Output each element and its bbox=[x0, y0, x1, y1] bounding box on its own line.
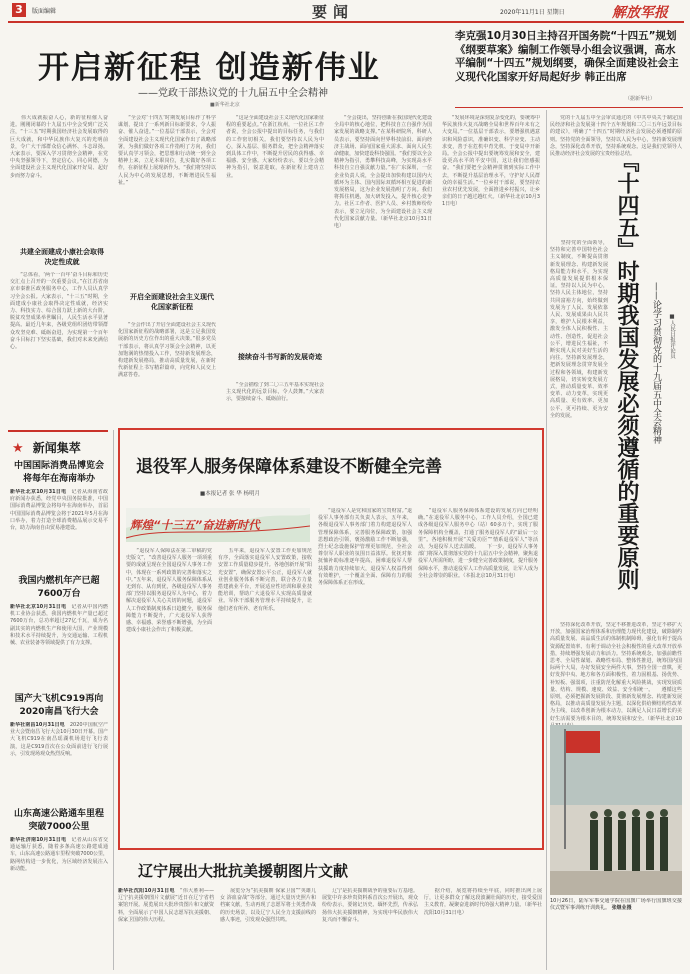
commentary-subhead: ——论学习贯彻党的十九届五中全会精神 bbox=[651, 282, 661, 444]
col-divider bbox=[113, 430, 114, 970]
paper-logo: 解放军报 bbox=[612, 5, 668, 21]
veterans-byline: ■本报记者 张 华 杨明月 bbox=[200, 491, 260, 497]
liaoning-headline: 辽宁展出大批抗美援朝图片文献 bbox=[138, 862, 349, 880]
caption-text: 10月26日，陆军军事交通学院在国旗广场举行国旗班交接仪式暨军事训练开训典礼。 bbox=[550, 898, 682, 912]
section-label: 版面编辑 bbox=[32, 8, 57, 15]
list-item bbox=[10, 460, 108, 575]
right-top-news bbox=[455, 30, 680, 92]
liaoning-col-1: 新华社沈阳10月31日电 “伟大胜利——辽宁抗美援朝图片文献展”近日在辽宁省档案馆开展。展览展出大批珍贵图片和文献资料，全面展示了中国人民志愿军抗美援朝、保家卫国的伟大历程。 bbox=[118, 888, 214, 923]
page-number: 3 bbox=[12, 3, 26, 17]
section-title: 要闻 bbox=[312, 3, 355, 21]
liaoning-col-2: 展览分为“抗美援朝 保家卫国”“英雄儿女 浴血奋战”等部分，通过大量历史照片和档案文献，生动再现了志愿军将士英勇作战的历史场景，以及辽宁人民全力支援前线的感人事迹，引发观众强烈共鸣。 bbox=[220, 888, 316, 923]
veterans-col-4: “退役军人服务保障体系建设的发展方向已经明确。”在退役军人服务中心，工作人员介绍，全国已建成各级退役军人服务中心（站）60多万个，实现了服务保障机构全覆盖，打通了服务退役军人的“最后一公里”。各地积极开展“关爱功臣”“情系退役军人”等活动，为退役军人送去温暖。 下一步，退役军人事务部门将深入贯彻落实党的十九届五中全会精神，聚焦退役军人所需所盼，进一步健全完善政策制度，提升服务保障水平，推动退役军人工作高质量发展，让军人成为全社会尊崇的职业。（本报北京10月31日电） bbox=[418, 508, 538, 579]
banner-text: 辉煌“十三五”奋进新时代 bbox=[130, 518, 260, 532]
issue-date bbox=[500, 7, 565, 16]
lead-sub2: 开启全面建设社会主义现代化国家新征程 bbox=[130, 293, 214, 311]
banner-graphic bbox=[126, 508, 310, 542]
list-item bbox=[10, 808, 108, 908]
right-top-credit: （据新华社） bbox=[625, 96, 656, 102]
lead-subhead: ——党政干部热议党的十九届五中全会精神 bbox=[138, 88, 328, 99]
lead-source: ■新华社北京 bbox=[210, 102, 240, 108]
commentary-byline: ■人民日报评论员 bbox=[669, 314, 675, 359]
veterans-col-2: 五年来，退役军人安置工作更加规范有序，全面落实退役军人安置政策，接收安置工作质量稳步提升。各地创新开展“阳光安置”，确保安置公平公正，退役军人就业创业服务体系不断完善，联合各方力量搭建就业平台，开展适应性培训和职业技能培训，帮助广大退役军人实现高质量就业。军休干部服务管理水平持续提升，让他们老有所养、老有所乐。 bbox=[218, 548, 312, 612]
news-body: 新华社北京10月31日电 记者从海南省政府新闻办获悉，经党中央国务院批准，中国国际消费品博览会将每年在海南举办，首届中国国际消费品博览会将于2021年5月在海口举办，着力打造全球消费精品展示交易平台，助力海南自由贸易港建设。 bbox=[10, 489, 108, 532]
news-body: 新华社济南10月31日电 记者从山东省交通运输厅获悉，随着多条高速公路建成通车，山东高速公路通车里程突破7000公里，路网结构进一步优化，为区域经济发展注入新动能。 bbox=[10, 837, 108, 872]
news-title: 山东高速公路通车里程突破7000公里 bbox=[13, 809, 104, 832]
commentary-lead-text: 党的十九届五中全会审议通过的《中共中央关于制定国民经济和社会发展第十四个五年规划和二〇三五年远景目标的建议》，明确了“十四五”时期经济社会发展必须遵循的原则。坚持党的全面领导，坚持以人民为中心，坚持新发展理念，坚持深化改革开放，坚持系统观念。这是我们党领导人民推动经济社会发展的宝贵经验总结。 bbox=[550, 115, 682, 158]
liaoning-col-3: 辽宁是抗美援朝战争的重要后方基地。展览中许多珍贵资料系首次公开展出，观众纷纷表示，要铭记历史、缅怀先烈，传承弘扬伟大抗美援朝精神，为实现中华民族伟大复兴而不懈奋斗。 bbox=[322, 888, 418, 923]
veterans-col-1: “退役军人保障法在第二审稿的党史版文”，“改善退役军人服务一项项重要的成就呈现在全国退役军人事务工作中，体现在一系列政策的完善和落实之中。”五年来，退役军人服务保障体系从无到有、从有到优，各级退役军人事务部门坚持以服务退役军人为中心，着力解决退役军人关心关切的问题，退役军人工作政策制度体系日趋健全，服务保障能力不断提升，广大退役军人获得感、幸福感、荣誉感不断增强，为全面建成小康社会作出了积极贡献。 bbox=[126, 548, 212, 634]
lead-sub1: 共建全面建成小康社会取得决定性成就 bbox=[20, 248, 104, 266]
lead-col-3: “这是全面建设社会主义现代化国家新征程的重要起点。”在浙江杭州，一位社区工作者说，全会公报中提出的目标任务，与我们的工作密切相关。我们要坚持以人民为中心，深入基层、服务群众，把全会精神落实到具体工作中，不断提升居民的获得感、幸福感、安全感。大家纷纷表示，要以全会精神为指引，锐意进取，在新征程上建功立业。 bbox=[226, 115, 324, 179]
lead-sub3: 接续奋斗书写新的发展奇迹 bbox=[238, 353, 322, 361]
news-dateline: 新华社南昌10月31日电 bbox=[10, 722, 65, 728]
photo-illustration bbox=[550, 725, 682, 895]
star-icon: ★ bbox=[12, 441, 24, 456]
commentary-col-a: 坚持党的全面领导，坚持和完善中国特色社会主义制度，不断提高贯彻新发展理念、构建新发展格局能力和水平，为实现高质量发展提供根本保证。坚持以人民为中心，坚持人民主体地位，坚持共同富裕方向，始终做到发展为了人民、发展依靠人民、发展成果由人民共享，维护人民根本利益，激发全体人民积极性、主动性、创造性，促进社会公平，增进民生福祉，不断实现人民对美好生活的向往。坚持新发展理念，把新发展理念贯穿发展全过程和各领域，构建新发展格局，切实转变发展方式，推动质量变革、效率变革、动力变革，实现更高质量、更有效率、更加公平、更可持续、更为安全的发展。 bbox=[550, 240, 608, 419]
quicknews-rule bbox=[8, 430, 108, 432]
col-divider bbox=[546, 110, 547, 970]
lead-col-3b: “全会描绘了到二〇三五年基本实现社会主义现代化的远景目标，令人鼓舞。”大家表示，要接续奋斗、砥砺前行。 bbox=[226, 382, 324, 403]
lead-col-5: “发展环境是深刻复杂变化的，要统筹中华民族伟大复兴战略全局和世界百年未有之大变局。”一位基层干部表示，要增强机遇意识和风险意识，准确识变、科学应变、主动求变，善于在危机中育先机、于变局中开新局。全会公报中提出要统筹发展和安全，建设更高水平的平安中国，这让我们倍感振奋。“我们要把全会精神贯彻到实际工作中去，不断提升基层治理水平，守护好人民群众的幸福生活。”一位乡村干部说，要坚持农业农村优先发展，全面推进乡村振兴，让乡亲们的日子越过越红火。（新华社北京10月31日电） bbox=[442, 115, 540, 208]
lead-col-1b: “总体看，‘两个一百年’奋斗目标和历史交汇点上召开的一次重要会议。”在江苏省南京市秦淮区政务服务中心，工作人员认真学习全会公报。大家表示，“十三五”时期，全面建成小康社会取得决定性成就，经济实力、科技实力、综合国力跃上新的大台阶，脱贫攻坚成果举世瞩目，人民生活水平显著提高。最近几年来，各级党组织团结带领群众攻坚克难、砥砺奋进，为实现第一个百年奋斗目标打下坚实基础，我们对未来充满信心。 bbox=[10, 272, 108, 351]
news-dateline: 新华社济南10月31日电 bbox=[10, 837, 67, 843]
premier-headline: 李克强10月30日主持召开国务院“十四五”规划《纲要草案》编制工作领导小组会议强调，高水平编制“十四五”规划纲要，确保全面建设社会主义现代化国家开好局起好步 韩正出席 bbox=[455, 30, 679, 83]
liaoning-col-4: 据介绍，展览将持续至年底，同时推出网上展厅，让更多群众了解这段波澜壮阔的历史，接受爱国主义教育，凝聚奋进新时代的强大精神力量。（新华社沈阳10月31日电） bbox=[424, 888, 542, 916]
quicknews-title: 新闻集萃 bbox=[32, 441, 81, 455]
masthead-rule bbox=[8, 21, 684, 23]
list-item bbox=[10, 693, 108, 808]
date-text: 2020年11月1日 bbox=[500, 9, 545, 16]
commentary-headline-a: 『十四五』 bbox=[614, 150, 639, 260]
lead-col-2: “全会对‘十四五’时期发展目标作了科学谋划，提出了一系列新目标新要求，令人振奋、催人奋进。”一位基层干部表示，全会对全面建设社会主义现代化国家作出了战略部署，为我们做好各项工作指明了方向，我们要认真学习领会，把思想和行动统一到全会精神上来，立足本职岗位，扎实做好各项工作，在新征程上展现新作为。“我们将坚持以人民为中心的发展思想，不断增进民生福祉。” bbox=[118, 115, 216, 186]
commentary-headline bbox=[612, 150, 642, 590]
flag-ceremony-photo bbox=[550, 725, 682, 895]
weekday-text: 星期日 bbox=[546, 9, 565, 16]
masthead bbox=[0, 0, 690, 22]
lead-col-4: “全会提出，坚持创新在我国现代化建设全局中的核心地位，把科技自立自强作为国家发展的战略支撑。”在某科研院所，科研人员表示，要坚持面向世界科技前沿、面向经济主战场、面向国家重大需求、面向人民生命健康，加快建设科技强国。“我们要以全会精神为指引，勇攀科技高峰，为实现高水平科技自立自强贡献力量。”在广东深圳，一位企业负责人说，全会提出加快构建以国内大循环为主体、国内国际双循环相互促进的新发展格局，这为企业发展指明了方向。我们将抓住机遇，加大研发投入，提升核心竞争力。社区工作者、医护人员、乡村教师纷纷表示，要立足岗位，为全面建设社会主义现代化国家贡献力量。（新华社北京10月31日电） bbox=[334, 115, 432, 230]
veterans-col-3: “退役军人是党和国家的宝贵财富。”退役军人事务部有关负责人表示，五年来，各级退役军人事务部门着力构建退役军人管理保障体系，完善服务保障政策，加强思想政治引领，褒扬激励工作不断加强，烈士纪念设施保护管理更加规范，全社会尊崇军人职业的氛围日益浓厚。优抚对象抚恤补助标准逐年提高，困难退役军人帮扶援助力度持续加大，退役军人权益得到有效维护，一个覆盖全面、保障有力的服务保障体系正在形成。 bbox=[318, 508, 412, 587]
commentary-headline-b: 时期我国发展必须遵循的重要原则 bbox=[614, 260, 639, 590]
photo-credit: 张继业摄 bbox=[611, 905, 632, 912]
news-title: 国产大飞机C919再向2020南昌飞行大会 bbox=[14, 694, 104, 717]
news-body: 新华社北京10月31日电 记者从中国内燃机工业协会获悉，我国内燃机年产量已超过7600万台，总功率超过27亿千瓦，成为名副其实的内燃机生产和使用大国，产业规模和技术水平持续提升，为交通运输、工程机械、农业装备等领域提供了有力支撑。 bbox=[10, 604, 108, 647]
liaoning-dateline: 新华社沈阳10月31日电 bbox=[118, 888, 175, 894]
lead-col-2b: “全会作出了开启全面建设社会主义现代化国家新征程的战略部署，这是立足我国发展新的历史方位作出的重大决策。”很多党员干部表示，将认真学习领会全会精神，以更加饱满的热情投入工作，坚持新发展理念，构建新发展格局，推动高质量发展，在新时代新征程上书写精彩篇章，向党和人民交上满意答卷。 bbox=[118, 322, 216, 379]
right-top-rule bbox=[455, 107, 683, 108]
photo-caption bbox=[550, 898, 682, 926]
news-dateline: 新华社北京10月31日电 bbox=[10, 604, 67, 610]
lead-headline: 开启新征程 创造新伟业 bbox=[38, 50, 381, 86]
list-item bbox=[10, 575, 108, 693]
quicknews-list bbox=[10, 460, 108, 908]
news-title: 中国国际消费品博览会将每年在海南举办 bbox=[13, 461, 104, 484]
news-title: 我国内燃机年产已超7600万台 bbox=[18, 576, 100, 599]
lead-col-1: 伟大成就振奋人心，新的征程催人奋进。刚刚闭幕的十九届五中全会受到广泛关注，“十三五”时期我国经济社会发展取得的巨大成就，和中华民族伟大复兴的光明前景，令广大干部群众信心满怀、斗志昂扬。大家表示，要深入学习贯彻全会精神，在党中央坚强领导下，坚定信心、同心同德，为全面建设社会主义现代化国家开好局、起好步而努力奋斗。 bbox=[10, 115, 108, 179]
news-dateline: 新华社北京10月31日电 bbox=[10, 489, 67, 495]
news-body: 新华社南昌10月31日电 2020中国航空产业大会暨南昌飞行大会10月30日开幕。国产大飞机C919在南昌瑶湖机场进行飞行表演，这是C919首次在公众面前进行飞行展示，引发现场观众热烈反响。 bbox=[10, 722, 108, 757]
commentary-col-b: 坚持深化改革开放，坚定不移推进改革，坚定不移扩大开放，加强国家治理体系和治理能力现代化建设，破除制约高质量发展、高品质生活的体制机制障碍，强化有利于提高资源配置效率、有利于调动全社会积极性的重大改革开放举措，持续增强发展动力和活力。坚持系统观念，加强前瞻性思考、全局性谋划、战略性布局、整体性推进，统筹国内国际两个大局，办好发展安全两件大事，坚持全国一盘棋，更好发挥中央、地方和各方面积极性，着力固根基、扬优势、补短板、强弱项，注重防范化解重大风险挑战，实现发展质量、结构、规模、速度、效益、安全相统一。 遵循这些原则，必须把握新发展阶段、贯彻新发展理念、构建新发展格局，以推动高质量发展为主题，以深化供给侧结构性改革为主线，以改革创新为根本动力，以满足人民日益增长的美好生活需要为根本目的，统筹发展和安全。（新华社北京10 bbox=[550, 622, 682, 722]
veterans-headline: 退役军人服务保障体系建设不断健全完善 bbox=[136, 457, 442, 477]
quicknews-header bbox=[12, 437, 81, 456]
